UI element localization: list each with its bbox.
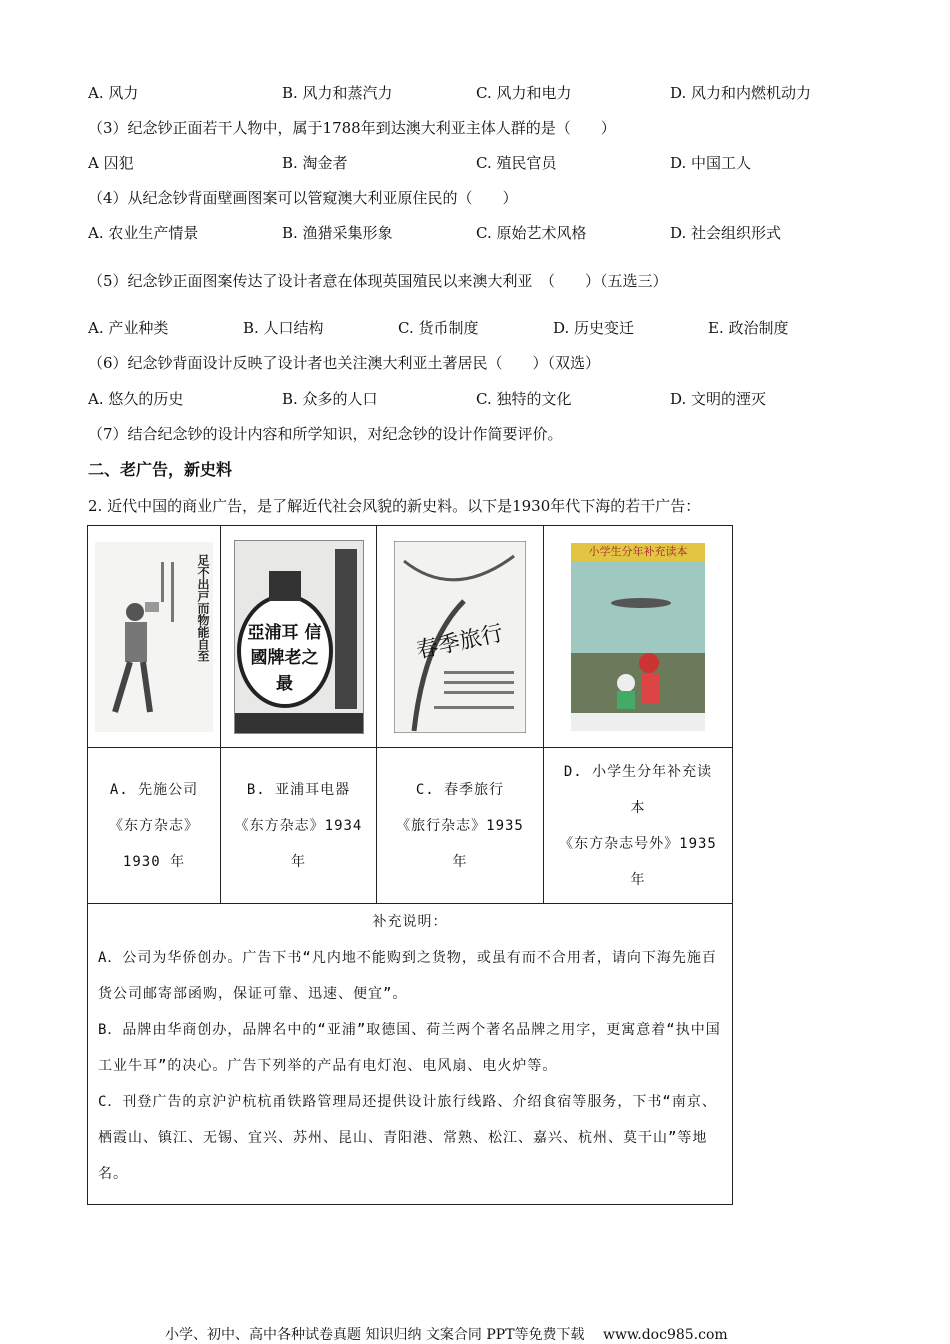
note-c: C．刊登广告的京沪沪杭杭甬铁路管理局还提供设计旅行线路、介绍食宿等服务，下书“南京、栖霞山、镇江、无锡、宜兴、苏州、昆山、青阳港、常熟、松江、嘉兴、杭州、莫干山”等地名。 [98,1094,717,1182]
caption-line: D. 小学生分年补充读 [563,763,713,780]
caption-line: A. 先施公司 [109,781,199,798]
q6-option-a: A. 悠久的历史 [88,390,184,408]
page-footer: 小学、初中、高中各种试卷真题 知识归纳 文案合同 PPT等免费下载 www.doc985.com [165,1327,728,1343]
section-intro: 2. 近代中国的商业广告，是了解近代社会风貌的新史料。以下是1930年代下海的若干广告： [88,497,701,515]
ads-table [87,525,733,1205]
caption-line: 年 [291,853,306,870]
q2-option-a: A. 风力 [88,84,139,102]
ad-image-d [544,526,733,748]
q4-option-a: A. 农业生产情景 [88,224,199,242]
ad-caption-a [88,748,221,904]
ad-b-brand-text: 亞浦耳 信國牌老之最 [247,622,322,694]
q4-option-b: B. 渔猎采集形象 [282,224,393,242]
ad-caption-b [221,748,377,904]
caption-line: 1930 年 [122,853,186,870]
q4-text: （4）从纪念钞背面壁画图案可以管窥澳大利亚原住民的（ ） [88,189,518,207]
q5-option-d: D. 历史变迁 [553,319,635,337]
notes-title: 补充说明： [372,914,448,930]
ad-d-illustration [571,543,705,731]
q5-option-e: E. 政治制度 [708,319,789,337]
q5-option-c: C. 货币制度 [398,319,479,337]
q5-text: （5）纪念钞正面图案传达了设计者意在体现英国殖民以来澳大利亚 （ ）（五选三） [88,272,668,290]
q5-option-b: B. 人口结构 [243,319,324,337]
caption-line: 年 [452,853,468,870]
ad-c-illustration [394,541,526,733]
ad-image-b [221,526,377,748]
ad-a-slogan: 足不出戸而物能自至 [196,553,210,662]
caption-line: B. 亚浦耳电器 [246,781,351,798]
ad-caption-d [544,748,733,904]
q3-option-a: A 囚犯 [88,154,134,172]
children-reading-poster-icon [571,543,705,731]
q2-option-d: D. 风力和内燃机动力 [670,84,812,102]
ad-image-a [88,526,221,748]
supplementary-notes [88,904,733,1205]
caption-line: C. 春季旅行 [415,781,505,798]
ad-image-c [377,526,544,748]
note-b: B．品牌由华商创办，品牌名中的“亚浦”取德国、荷兰两个著名品牌之用字，更寓意着“执中国工业牛耳”的决心。广告下列举的产品有电灯泡、电风扇、电火炉等。 [98,1022,721,1074]
q2-option-b: B. 风力和蒸汽力 [282,84,393,102]
q3-text: （3）纪念钞正面若干人物中，属于1788年到达澳大利亚主体人群的是（ ） [88,119,616,137]
q3-option-d: D. 中国工人 [670,154,752,172]
caption-line: 《东方杂志》1934 [234,817,363,834]
ad-b-illustration [234,540,364,734]
ad-a-illustration [95,542,213,732]
q4-option-c: C. 原始艺术风格 [476,224,587,242]
q5-option-a: A. 产业种类 [88,319,169,337]
ad-d-title-text: 小学生分年补充读本 [588,544,688,558]
caption-line: 本 [630,799,646,816]
note-a: A．公司为华侨创办。广告下书“凡内地不能购到之货物，或虽有而不合用者，请向下海先施百货公司邮寄部函购，保证可靠、迅速、便宜”。 [98,950,717,1002]
caption-line: 《东方杂志》 [109,817,199,834]
caption-line: 《旅行杂志》1935 [396,817,524,834]
q6-text: （6）纪念钞背面设计反映了设计者也关注澳大利亚土著居民（ ）（双选） [88,354,601,372]
q3-option-c: C. 殖民官员 [476,154,557,172]
caption-line: 年 [630,871,646,888]
q2-option-c: C. 风力和电力 [476,84,572,102]
q7-text: （7）结合纪念钞的设计内容和所学知识，对纪念钞的设计作简要评价。 [88,425,563,443]
q6-option-b: B. 众多的人口 [282,390,378,408]
q6-option-c: C. 独特的文化 [476,390,572,408]
q4-option-d: D. 社会组织形式 [670,224,782,242]
q6-option-d: D. 文明的湮灭 [670,390,767,408]
section-title: 二、老广告，新史料 [88,460,233,479]
ad-caption-c [377,748,544,904]
q3-option-b: B. 淘金者 [282,154,348,172]
caption-line: 《东方杂志号外》1935 [559,835,717,852]
ad-c-title-text: 春季旅行 [414,620,506,664]
